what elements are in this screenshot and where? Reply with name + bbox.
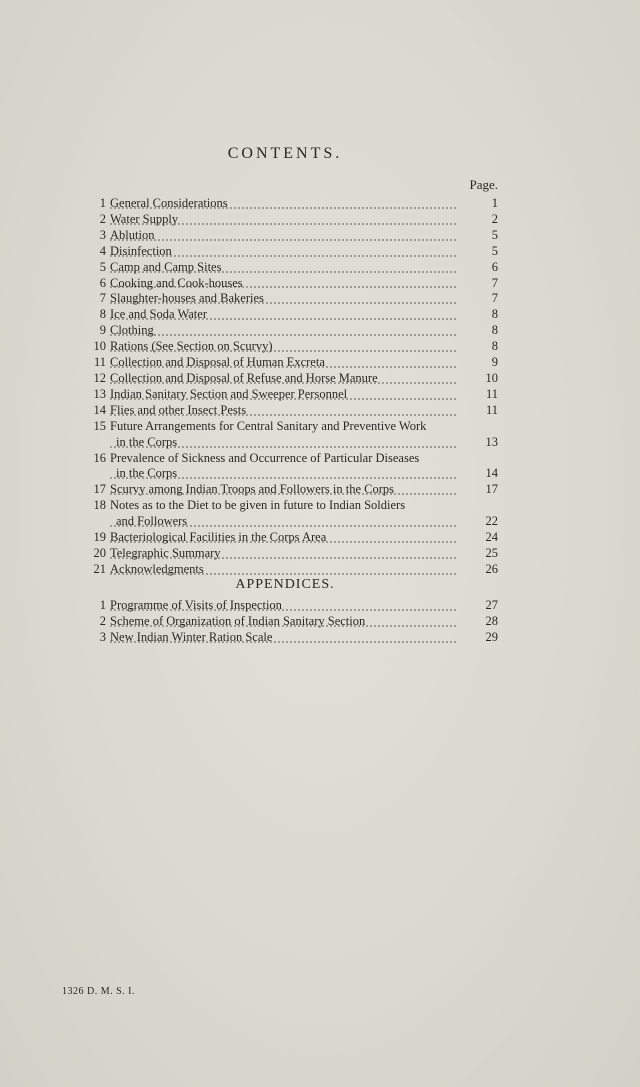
entry-page-number: 6	[491, 259, 498, 274]
toc-entry	[80, 291, 500, 307]
entry-number: 3	[99, 629, 106, 644]
entry-page-number: 11	[485, 402, 498, 417]
entry-page-number: 5	[491, 227, 498, 242]
entry-text: Notes as to the Diet to be given in future to Indian Soldiers	[110, 498, 406, 513]
entry-page-number: 8	[491, 339, 498, 354]
entry-page-number: 27	[485, 598, 498, 612]
entry-text: Acknowledgments	[110, 561, 204, 576]
toc-entry	[80, 371, 500, 387]
entry-number: 16	[93, 450, 106, 465]
entry-page-number: 25	[485, 545, 498, 560]
toc-entry	[80, 212, 500, 228]
dot-leader	[110, 334, 456, 336]
entry-title	[110, 598, 462, 614]
entry-number: 1	[99, 598, 106, 612]
entry-title	[110, 196, 462, 212]
entry-number: 11	[93, 355, 106, 370]
entry-title	[110, 339, 462, 355]
entry-text-continued: and Followers	[116, 514, 188, 529]
entry-text: Scurvy among Indian Troops and Followers in the Corps	[110, 482, 395, 497]
toc-entry	[80, 419, 500, 451]
toc-entry	[80, 355, 500, 371]
entry-title	[110, 630, 462, 646]
entry-title	[110, 451, 462, 483]
entry-title	[110, 530, 462, 546]
entry-text: Collection and Disposal of Human Excreta	[110, 355, 325, 370]
toc-entry	[80, 598, 500, 614]
entry-page-number: 11	[485, 386, 498, 401]
entry-text: New Indian Winter Ration Scale	[110, 629, 273, 644]
entry-title	[110, 546, 462, 562]
entry-page-number: 7	[491, 275, 498, 290]
entry-number: 8	[99, 307, 106, 322]
entry-page-number: 24	[485, 530, 498, 545]
toc-entry	[80, 387, 500, 403]
entry-text: Prevalence of Sickness and Occurrence of Particular Diseases	[110, 450, 420, 465]
entry-page-number: 29	[485, 629, 498, 644]
toc-entry	[80, 339, 500, 355]
entry-title	[110, 228, 462, 244]
entry-page-number: 8	[491, 323, 498, 338]
entry-number: 1	[99, 196, 106, 210]
entry-title	[110, 244, 462, 260]
entry-page-number: 7	[491, 291, 498, 306]
entry-number: 13	[93, 386, 106, 401]
entry-number: 10	[93, 339, 106, 354]
entry-title	[110, 419, 462, 451]
entry-title	[110, 323, 462, 339]
entry-text: Scheme of Organization of Indian Sanitary Section	[110, 613, 366, 628]
toc-entry	[80, 323, 500, 339]
entry-text: Bacteriological Facilities in the Corps Area	[110, 530, 327, 545]
entry-text-continued: in the Corps	[116, 434, 178, 449]
appendices-list	[80, 598, 500, 646]
entry-number: 5	[99, 259, 106, 274]
entry-title	[110, 371, 462, 387]
toc-entry	[80, 196, 500, 212]
entry-number: 17	[93, 482, 106, 497]
entry-text: Flies and other Insect Pests	[110, 402, 247, 417]
entry-title	[110, 212, 462, 228]
entry-number: 21	[93, 561, 106, 576]
entry-number: 2	[99, 613, 106, 628]
entry-number: 15	[93, 418, 106, 433]
entry-text: Slaughter-houses and Bakeries	[110, 291, 264, 306]
entry-title	[110, 614, 462, 630]
toc-entry	[80, 498, 500, 530]
entry-number: 4	[99, 243, 106, 258]
entry-number: 20	[93, 545, 106, 560]
entry-page-number: 14	[485, 466, 498, 481]
entry-number: 18	[93, 498, 106, 513]
entry-number: 12	[93, 370, 106, 385]
toc-entry	[80, 403, 500, 419]
entry-text-continued: in the Corps	[116, 466, 178, 481]
entry-number: 2	[99, 211, 106, 226]
entry-page-number: 22	[485, 514, 498, 529]
entry-title	[110, 291, 462, 307]
entry-page-number: 2	[491, 211, 498, 226]
toc-entry	[80, 530, 500, 546]
entry-page-number: 28	[485, 613, 498, 628]
entry-page-number: 5	[491, 243, 498, 258]
entry-text: Cooking and Cook-houses	[110, 275, 243, 290]
toc-entry	[80, 244, 500, 260]
entry-text: Collection and Disposal of Refuse and Horse Manure	[110, 370, 378, 385]
entry-page-number: 10	[485, 370, 498, 385]
entry-page-number: 9	[491, 355, 498, 370]
entry-title	[110, 403, 462, 419]
entry-title	[110, 260, 462, 276]
toc-entry	[80, 276, 500, 292]
entry-page-number: 8	[491, 307, 498, 322]
toc-entry	[80, 482, 500, 498]
entry-text: Rations (See Section on Scurvy)	[110, 339, 273, 354]
entry-text: Clothing	[110, 323, 154, 338]
entry-page-number: 26	[485, 561, 498, 576]
toc-entry	[80, 630, 500, 646]
entry-number: 7	[99, 291, 106, 306]
entry-title	[110, 562, 462, 578]
entry-text: Indian Sanitary Section and Sweeper Personnel	[110, 386, 348, 401]
page-column-header: Page.	[469, 177, 498, 192]
printer-mark: 1326 D. M. S. I.	[62, 986, 136, 997]
entry-number: 14	[93, 402, 106, 417]
entry-text: General Considerations	[110, 196, 228, 210]
entry-title	[110, 387, 462, 403]
toc-entry	[80, 562, 500, 578]
toc-entry	[80, 260, 500, 276]
entry-text: Future Arrangements for Central Sanitary and Preventive Work	[110, 418, 427, 433]
entry-text: Ice and Soda Water	[110, 307, 207, 322]
contents-list	[80, 196, 500, 578]
toc-entry	[80, 451, 500, 483]
entry-number: 9	[99, 323, 106, 338]
entry-text: Camp and Camp Sites	[110, 259, 222, 274]
toc-entry	[80, 614, 500, 630]
entry-text: Ablution	[110, 227, 155, 242]
entry-text: Programme of Visits of Inspection	[110, 598, 282, 612]
entry-title	[110, 498, 462, 530]
entry-title	[110, 482, 462, 498]
entry-page-number: 17	[485, 482, 498, 497]
entry-page-number: 1	[491, 196, 498, 210]
entry-text: Water Supply	[110, 211, 179, 226]
toc-entry	[80, 307, 500, 323]
entry-title	[110, 276, 462, 292]
entry-number: 19	[93, 530, 106, 545]
entry-number: 3	[99, 227, 106, 242]
dot-leader	[110, 239, 456, 241]
toc-entry	[80, 228, 500, 244]
toc-entry	[80, 546, 500, 562]
entry-title	[110, 355, 462, 371]
entry-text: Telegraphic Summary	[110, 545, 221, 560]
entry-number: 6	[99, 275, 106, 290]
entry-page-number: 13	[485, 434, 498, 449]
appendices-heading: APPENDICES.	[235, 577, 335, 592]
page-title: CONTENTS.	[227, 145, 343, 162]
entry-title	[110, 307, 462, 323]
entry-text: Disinfection	[110, 243, 172, 258]
